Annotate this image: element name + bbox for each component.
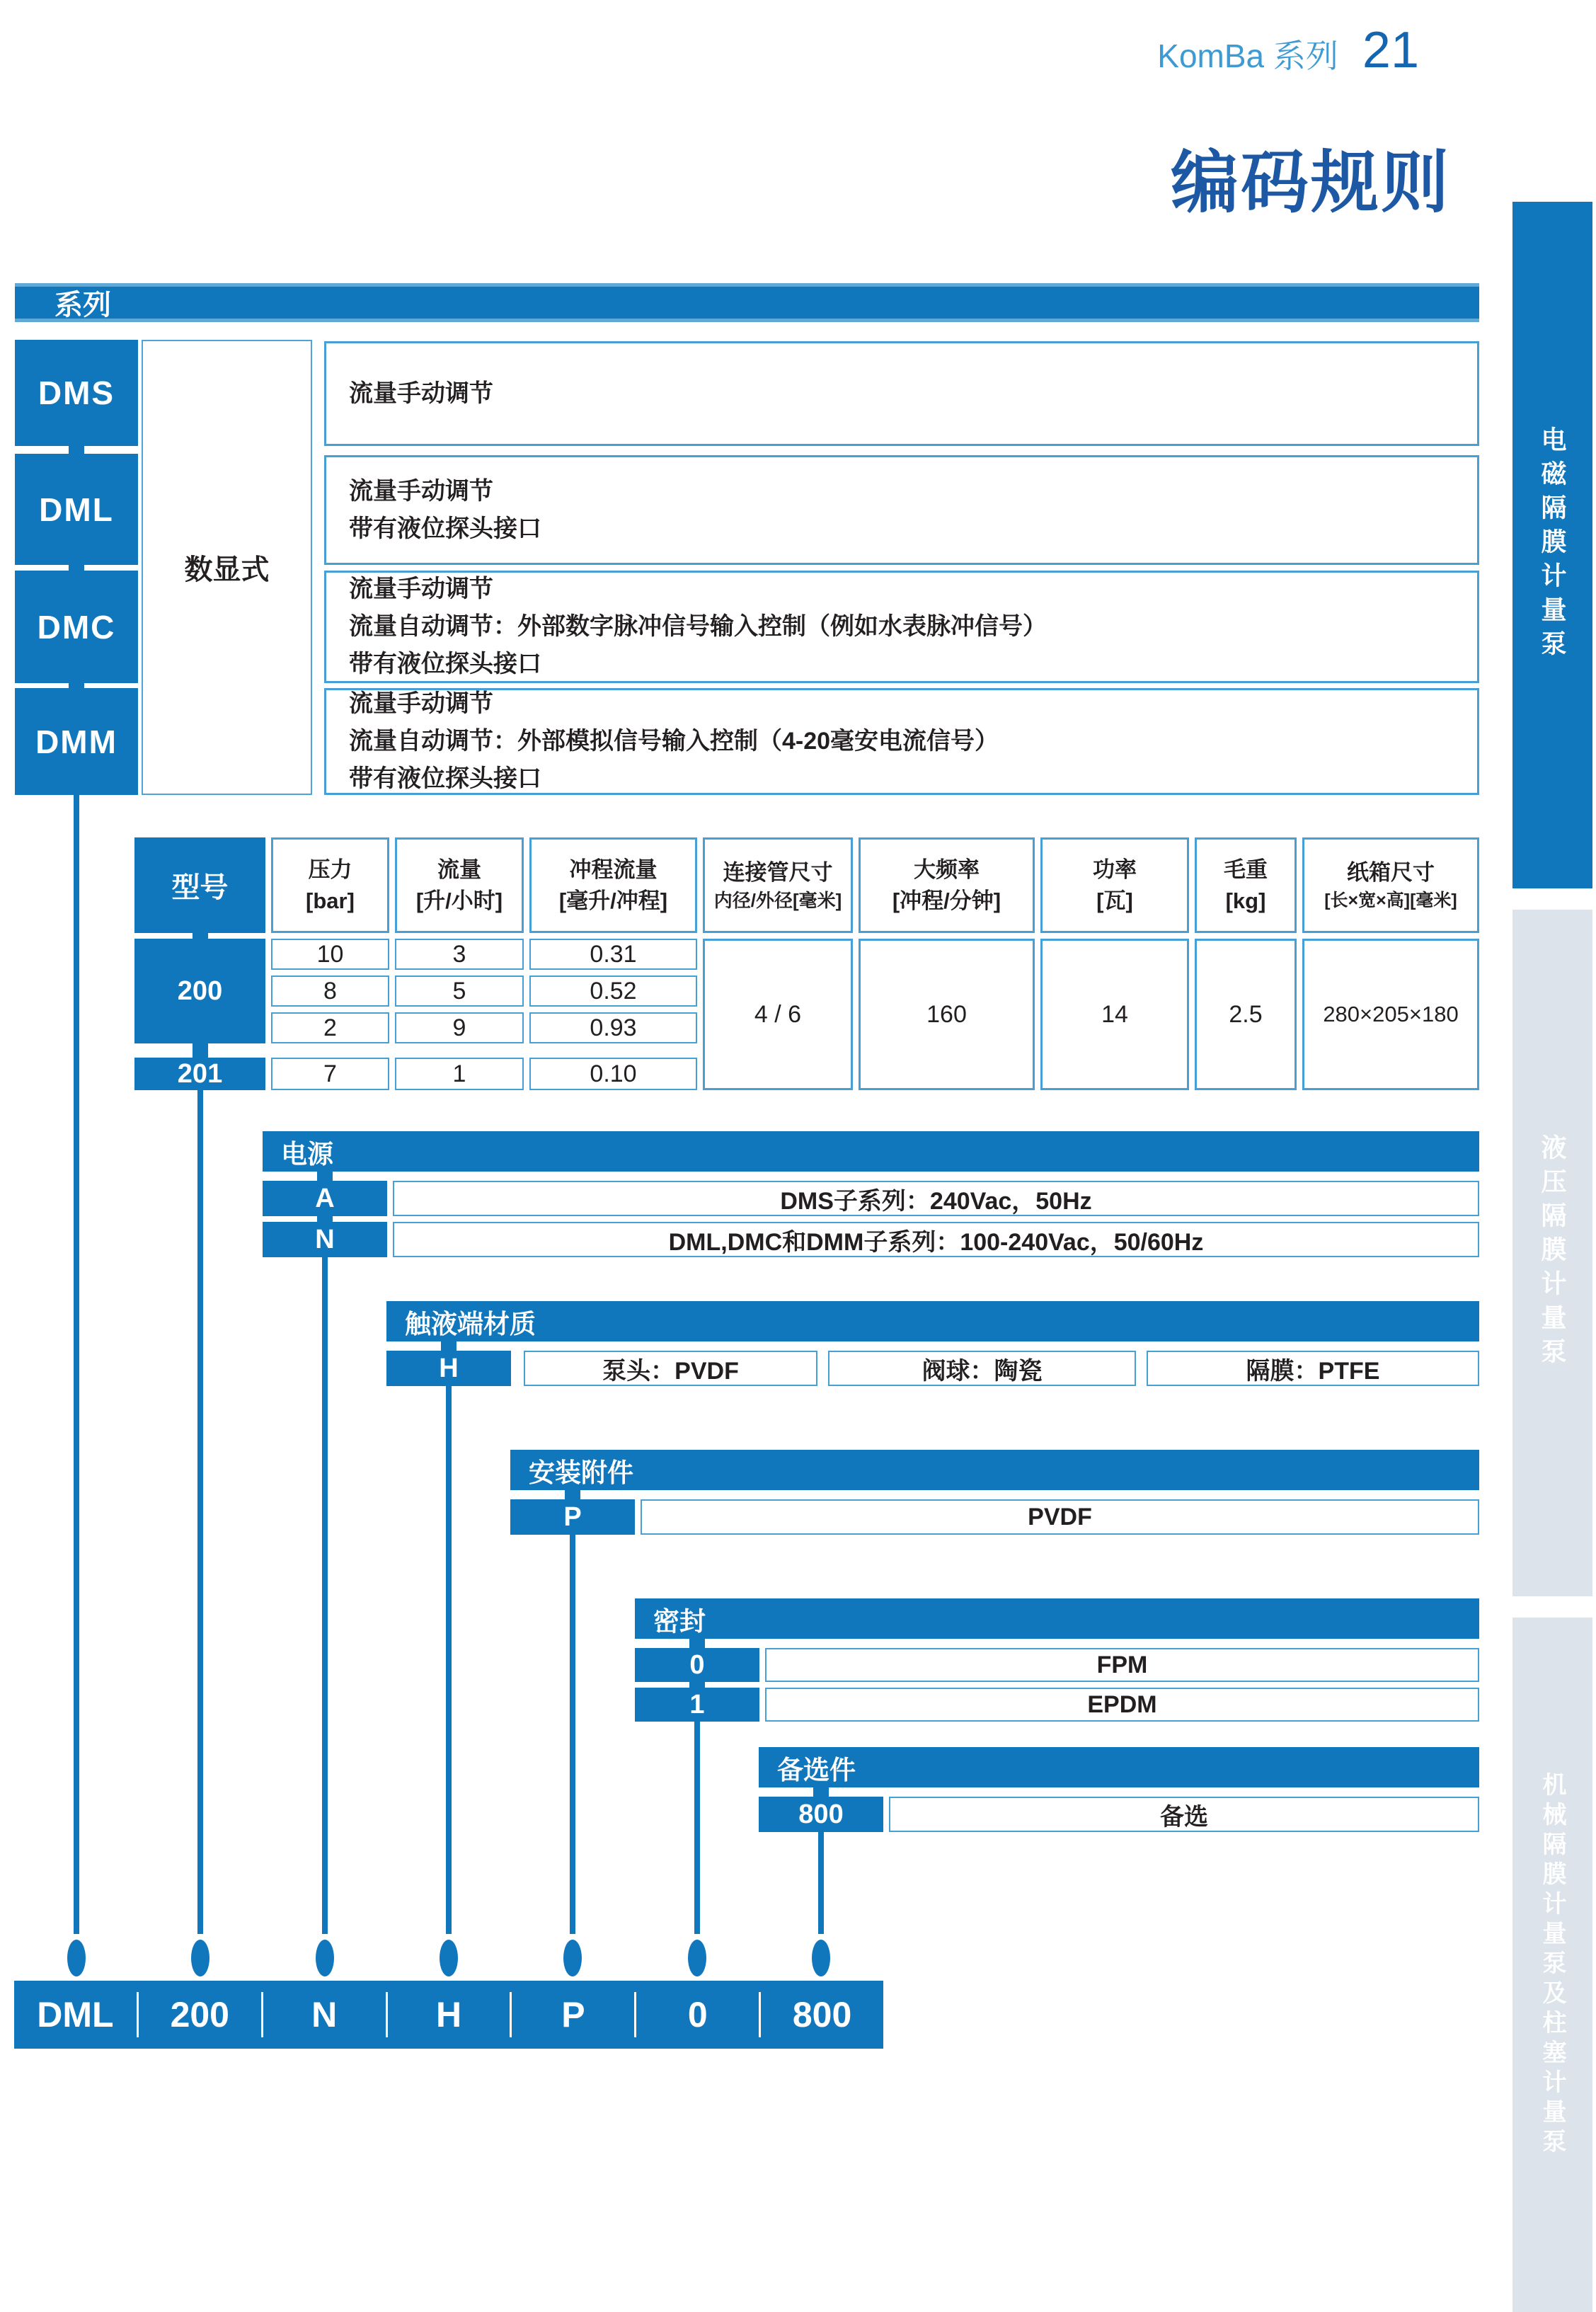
col-header-name: 连接管尺寸 — [723, 859, 833, 885]
power-option-a-desc: DMS子系列：240Vac，50Hz — [393, 1181, 1479, 1216]
desc-line: 流量手动调节 — [349, 379, 493, 407]
code-segment-material: H — [435, 1995, 462, 2035]
col-header-name: 纸箱尺寸 — [1347, 860, 1435, 886]
material-code: H — [386, 1351, 511, 1386]
model-cell-200: 200 — [134, 939, 265, 1043]
col-header-model: 型号 — [134, 837, 265, 933]
cell-stroke: 0.52 — [529, 975, 697, 1007]
col-header-unit: [长×宽×高][毫米] — [1324, 890, 1457, 910]
mounting-desc: PVDF — [641, 1499, 1479, 1535]
series-desc-dms — [324, 341, 1479, 446]
connector-line-power — [322, 1257, 328, 1934]
cell-pipe-size: 4 / 6 — [703, 939, 853, 1090]
material-section-header: 触液端材质 — [386, 1301, 1479, 1341]
optional-desc: 备选 — [889, 1797, 1479, 1832]
cell-pressure: 10 — [271, 939, 389, 970]
material-item-pump-head: 泵头：PVDF — [524, 1351, 817, 1386]
col-header-name: 毛重 — [1224, 857, 1268, 883]
seal-option-1-code: 1 — [635, 1688, 759, 1722]
col-header-name: 冲程流量 — [569, 857, 658, 883]
desc-line: 流量自动调节：外部模拟信号输入控制（4-20毫安电流信号） — [349, 728, 999, 755]
col-header-unit: [冲程/分钟] — [892, 888, 1001, 913]
cell-stroke: 0.93 — [529, 1012, 697, 1043]
desc-line: 流量自动调节：外部数字脉冲信号输入控制（例如水表脉冲信号） — [349, 613, 1047, 641]
cell-max-frequency: 160 — [859, 939, 1035, 1090]
model-code-bar — [14, 1981, 883, 2049]
connector-line-model — [197, 1090, 203, 1934]
connector-stub — [317, 1172, 333, 1181]
mounting-section-header: 安装附件 — [510, 1450, 1479, 1490]
model-cell-201: 201 — [134, 1058, 265, 1090]
cell-power: 14 — [1040, 939, 1189, 1090]
seal-option-1-desc: EPDM — [765, 1688, 1479, 1722]
col-header-unit: 内径/外径[毫米] — [713, 890, 842, 911]
connector-stub — [813, 1787, 829, 1797]
cell-stroke: 0.10 — [529, 1058, 697, 1090]
brand-series-label: KomBa 系列 — [1157, 38, 1338, 74]
series-section-header: 系列 — [15, 283, 1479, 322]
series-desc-dmc — [324, 571, 1479, 683]
col-header-name: 功率 — [1093, 857, 1137, 883]
page-number: 21 — [1362, 22, 1419, 79]
col-header-weight — [1195, 837, 1297, 933]
col-header-unit: [kg] — [1225, 888, 1266, 913]
sidebar-tab-hydraulic: 液压隔膜计量泵 — [1512, 910, 1592, 1596]
col-header-pressure — [271, 837, 389, 933]
connector-line-seal — [694, 1722, 700, 1934]
display-type-box: 数显式 — [142, 340, 312, 795]
series-code-dmc: DMC — [15, 571, 138, 683]
cell-stroke: 0.31 — [529, 939, 697, 970]
connector-dot — [440, 1940, 458, 1976]
connector-dot — [812, 1940, 830, 1976]
col-header-name: 大频率 — [914, 857, 980, 883]
connector-dot — [688, 1940, 706, 1976]
col-header-unit: [升/小时] — [415, 888, 503, 913]
col-header-stroke — [529, 837, 697, 933]
desc-line: 流量手动调节 — [349, 477, 493, 505]
optional-section-header: 备选件 — [759, 1747, 1479, 1787]
code-segment-power: N — [311, 1995, 338, 2035]
seal-option-0-desc: FPM — [765, 1648, 1479, 1682]
connector-stub — [193, 1043, 208, 1058]
col-header-name: 流量 — [437, 857, 481, 883]
page-title: 编码规则 — [1171, 145, 1451, 221]
connector-dot — [316, 1940, 334, 1976]
page-header — [1157, 21, 1419, 79]
connector-line-material — [446, 1386, 452, 1934]
desc-line: 流量手动调节 — [349, 576, 493, 603]
connector-stub — [69, 563, 84, 572]
col-header-power — [1040, 837, 1189, 933]
cell-flow: 1 — [395, 1058, 524, 1090]
code-segment-model: 200 — [170, 1995, 229, 2035]
connector-stub — [565, 1490, 580, 1499]
connector-line-mounting — [570, 1535, 575, 1934]
connector-stub — [193, 933, 208, 939]
col-header-pipe — [703, 837, 853, 933]
series-desc-dml — [324, 455, 1479, 565]
sidebar-tab-electromagnetic: 电磁隔膜计量泵 — [1512, 202, 1592, 888]
power-section-header: 电源 — [263, 1131, 1479, 1172]
material-item-valve-ball: 阀球：陶瓷 — [828, 1351, 1136, 1386]
power-option-n-code: N — [263, 1222, 387, 1257]
connector-stub — [69, 445, 84, 455]
power-option-n-desc: DML,DMC和DMM子系列：100-240Vac，50/60Hz — [393, 1222, 1479, 1257]
cell-gross-weight: 2.5 — [1195, 939, 1297, 1090]
connector-stub — [317, 1216, 333, 1222]
desc-line: 流量手动调节 — [349, 690, 493, 718]
code-segment-series: DML — [37, 1995, 114, 2035]
col-header-unit: [bar] — [306, 888, 355, 913]
connector-dot — [191, 1940, 209, 1976]
col-header-unit: [毫升/冲程] — [558, 888, 668, 913]
connector-stub — [689, 1639, 705, 1648]
power-option-a-code: A — [263, 1181, 387, 1216]
connector-stub — [441, 1341, 457, 1351]
optional-code: 800 — [759, 1797, 883, 1832]
connector-dot — [67, 1940, 86, 1976]
cell-carton-size: 280×205×180 — [1302, 939, 1479, 1090]
series-desc-dmm — [324, 688, 1479, 795]
cell-pressure: 8 — [271, 975, 389, 1007]
cell-pressure: 7 — [271, 1058, 389, 1090]
material-item-diaphragm: 隔膜：PTFE — [1147, 1351, 1479, 1386]
seal-section-header: 密封 — [635, 1598, 1479, 1639]
series-code-dmm: DMM — [15, 688, 138, 795]
code-segment-mounting: P — [561, 1995, 585, 2035]
cell-flow: 5 — [395, 975, 524, 1007]
cell-pressure: 2 — [271, 1012, 389, 1043]
series-code-dms: DMS — [15, 340, 138, 446]
connector-line-optional — [818, 1832, 824, 1934]
desc-line: 带有液位探头接口 — [349, 515, 541, 542]
series-code-dml: DML — [15, 454, 138, 565]
connector-dot — [563, 1940, 582, 1976]
sidebar-tab-mechanical-plunger: 机械隔膜计量泵及柱塞计量泵 — [1512, 1618, 1592, 2312]
connector-stub — [689, 1682, 705, 1688]
code-segment-optional: 800 — [792, 1995, 852, 2035]
desc-line: 带有液位探头接口 — [349, 765, 541, 792]
mounting-code: P — [510, 1499, 635, 1535]
cell-flow: 9 — [395, 1012, 524, 1043]
connector-stub — [69, 682, 84, 689]
col-header-unit: [瓦] — [1096, 888, 1133, 913]
code-segment-seal: 0 — [687, 1995, 708, 2035]
seal-option-0-code: 0 — [635, 1648, 759, 1682]
desc-line: 带有液位探头接口 — [349, 650, 541, 677]
col-header-carton — [1302, 837, 1479, 933]
col-header-name: 压力 — [308, 857, 352, 883]
col-header-freq — [859, 837, 1035, 933]
connector-line-series — [74, 795, 79, 1934]
cell-flow: 3 — [395, 939, 524, 970]
col-header-flow — [395, 837, 524, 933]
